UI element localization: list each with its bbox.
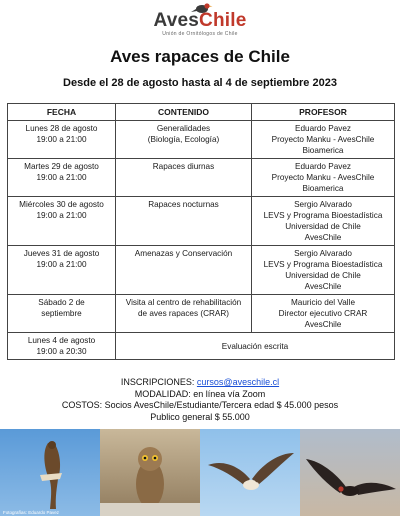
cell-fecha-line: septiembre <box>41 309 82 318</box>
table-header-row <box>8 104 395 121</box>
raptor-photo-strip <box>0 429 400 516</box>
cell-contenido-line: Rapaces nocturnas <box>148 200 219 209</box>
cell-fecha-line: Martes 29 de agosto <box>24 162 99 171</box>
table-row <box>8 159 395 197</box>
cell-profesor <box>252 246 395 295</box>
cell-fecha-line: 19:00 a 21:00 <box>36 211 87 220</box>
logo-subtitle: Unión de Ornitólogos de Chile <box>162 31 238 37</box>
cell-profesor-line: LEVS y Programa Bioestadística <box>263 211 383 220</box>
table-row <box>8 197 395 246</box>
photo-hawk-perched <box>0 429 100 516</box>
header-contenido: CONTENIDO <box>116 104 252 121</box>
cell-profesor-line: LEVS y Programa Bioestadística <box>263 260 383 269</box>
logo-part-chile: Chile <box>199 10 247 31</box>
cell-profesor-line: AvesChile <box>304 282 342 291</box>
cell-profesor-line: Sergio Alvarado <box>294 200 352 209</box>
cell-profesor-line: Universidad de Chile <box>285 222 361 231</box>
inscripciones-line <box>0 377 400 389</box>
cell-contenido <box>116 246 252 295</box>
cell-contenido-line: (Biología, Ecología) <box>147 135 220 144</box>
table-row <box>8 295 395 333</box>
cell-profesor-line: Bioamerica <box>302 146 344 155</box>
cell-profesor <box>252 197 395 246</box>
cell-profesor-line: Director ejecutivo CRAR <box>278 309 368 318</box>
cell-fecha <box>8 246 116 295</box>
inscripciones-email-link[interactable]: cursos@aveschile.cl <box>196 377 280 387</box>
cell-fecha-line: Miércoles 30 de agosto <box>19 200 104 209</box>
cell-profesor-line: Mauricio del Valle <box>290 298 355 307</box>
table-row <box>8 246 395 295</box>
cell-fecha-line: 19:00 a 21:00 <box>36 260 87 269</box>
cell-contenido <box>116 295 252 333</box>
cell-profesor-line: Eduardo Pavez <box>295 162 351 171</box>
cell-profesor <box>252 295 395 333</box>
cell-profesor-line: Sergio Alvarado <box>294 249 352 258</box>
cell-contenido-line: Visita al centro de rehabilitación <box>125 298 242 307</box>
cell-fecha <box>8 295 116 333</box>
hawk-silhouette-icon <box>0 429 100 516</box>
cell-contenido-line: Rapaces diurnas <box>152 162 215 171</box>
header-fecha: FECHA <box>8 104 116 121</box>
logo-wordmark <box>0 10 400 32</box>
table-row <box>8 333 395 360</box>
photo-burrowing-owl <box>100 429 200 516</box>
course-info <box>0 377 400 423</box>
cell-profesor-line: Proyecto Manku - AvesChile <box>271 173 375 182</box>
costos-line: COSTOS: Socios AvesChile/Estudiante/Tercera edad $ 45.000 pesos <box>61 400 339 410</box>
cell-fecha-line: 19:00 a 20:30 <box>36 347 87 356</box>
cell-contenido-line: Amenazas y Conservación <box>134 249 233 258</box>
photo-credit: Fotografías: Eduardo Pavez <box>3 510 60 515</box>
modalidad-line: MODALIDAD: en línea vía Zoom <box>134 388 266 399</box>
cell-contenido-line: Generalidades <box>156 124 211 133</box>
photo-hawk-flying <box>200 429 300 516</box>
cell-profesor-line: AvesChile <box>304 320 342 329</box>
date-range-subtitle: Desde el 28 de agosto hasta al 4 de septiembre 2023 <box>63 77 337 89</box>
owl-silhouette-icon <box>100 429 200 516</box>
cell-contenido <box>116 121 252 159</box>
cell-fecha-line: Sábado 2 de <box>38 298 85 307</box>
cell-profesor-line: Eduardo Pavez <box>295 124 351 133</box>
cell-fecha-line: Lunes 28 de agosto <box>25 124 98 133</box>
cell-profesor-line: Proyecto Manku - AvesChile <box>271 135 375 144</box>
cell-fecha-line: Jueves 31 de agosto <box>23 249 100 258</box>
photo-vulture-flying <box>300 429 400 516</box>
cell-profesor-line: Universidad de Chile <box>285 271 361 280</box>
cell-fecha-line: 19:00 a 21:00 <box>36 173 87 182</box>
cell-profesor <box>252 159 395 197</box>
cell-fecha <box>8 121 116 159</box>
table-row <box>8 121 395 159</box>
cell-profesor <box>252 121 395 159</box>
cell-contenido <box>116 197 252 246</box>
page-title: Aves rapaces de Chile <box>110 47 290 66</box>
cell-fecha-line: 19:00 a 21:00 <box>36 135 87 144</box>
cell-contenido <box>116 159 252 197</box>
schedule-table <box>7 103 395 360</box>
logo-part-aves: Aves <box>153 10 200 31</box>
cell-fecha-line: Lunes 4 de agosto <box>27 336 96 345</box>
hawk-flying-silhouette-icon <box>200 429 300 516</box>
cell-profesor-line: AvesChile <box>304 233 342 242</box>
vulture-silhouette-icon <box>300 429 400 516</box>
cell-fecha <box>8 197 116 246</box>
cell-evaluacion: Evaluación escrita <box>116 333 395 360</box>
aveschile-logo <box>0 0 400 40</box>
cell-fecha <box>8 333 116 360</box>
publico-general-line: Publico general $ 55.000 <box>150 411 250 422</box>
header-profesor: PROFESOR <box>252 104 395 121</box>
inscripciones-label: INSCRIPCIONES: <box>120 377 197 387</box>
cell-contenido-line: de aves rapaces (CRAR) <box>137 309 229 318</box>
cell-profesor-line: Bioamerica <box>302 184 344 193</box>
cell-fecha <box>8 159 116 197</box>
